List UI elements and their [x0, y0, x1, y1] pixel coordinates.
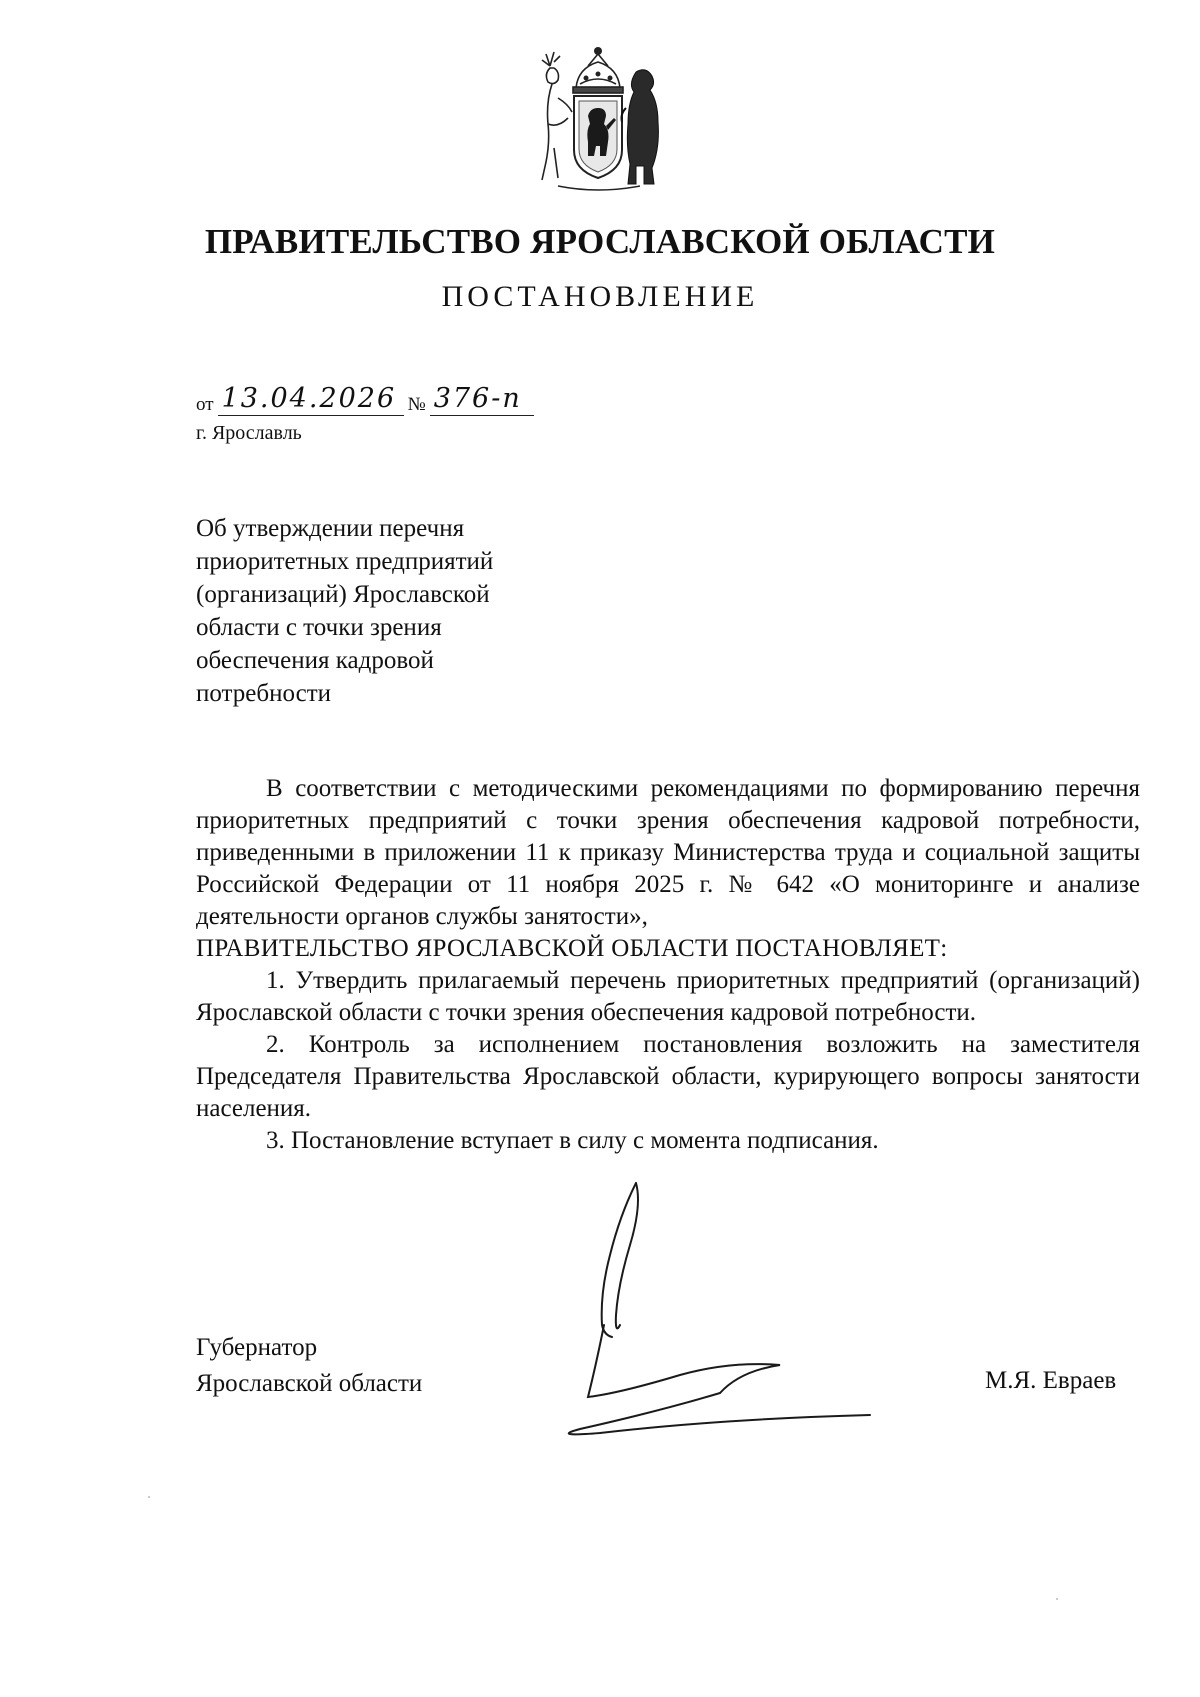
- handwritten-date: 13.04.2026: [218, 384, 404, 416]
- date-prefix: от: [196, 394, 214, 415]
- subject-line: (организаций) Ярославской: [196, 581, 490, 608]
- position-line: Ярославской области: [196, 1370, 423, 1397]
- city-label: г. Ярославль: [196, 422, 302, 444]
- handwritten-number: 376-п: [430, 384, 534, 416]
- coat-of-arms-icon: [528, 38, 668, 198]
- subject-line: обеспечения кадровой: [196, 647, 434, 674]
- document-body: [196, 773, 1140, 1157]
- date-number-line: [196, 384, 534, 416]
- signatory-position: [196, 1330, 422, 1402]
- subject-line: области с точки зрения: [196, 614, 442, 641]
- document-type-title: ПОСТАНОВЛЕНИЕ: [441, 280, 759, 313]
- subject-line: Об утверждении перечня: [196, 515, 465, 542]
- preamble-paragraph: В соответствии с методическими рекомендациями по формированию перечня приоритетных предприятий с точки зрения обеспечения кадровой потребности, приведенными в приложении 11 к приказу Министерства труда и социальной защиты Российской Федерации от 11 ноября 2025 г. № 642 «О мониторинге и анализе деятельности органов службы занятости»,: [196, 775, 1140, 930]
- position-line: Губернатор: [196, 1334, 318, 1361]
- number-prefix: №: [407, 394, 426, 415]
- item-paragraph: 1. Утвердить прилагаемый перечень приоритетных предприятий (организаций) Ярославской области с точки зрения обеспечения кадровой потребности.: [196, 967, 1140, 1026]
- subject-line: приоритетных предприятий: [196, 548, 494, 575]
- handwritten-signature-icon: [560, 1175, 960, 1455]
- item-paragraph: 2. Контроль за исполнением постановления возложить на заместителя Председателя Правительства Ярославской области, курирующего вопросы занятости населения.: [196, 1031, 1140, 1122]
- document-subject: [196, 512, 556, 710]
- item-paragraph: 3. Постановление вступает в силу с момента подписания.: [266, 1127, 879, 1154]
- scan-speck: [148, 1496, 150, 1498]
- signatory-name: М.Я. Евраев: [985, 1367, 1117, 1394]
- subject-line: потребности: [196, 680, 331, 707]
- decree-statement: ПРАВИТЕЛЬСТВО ЯРОСЛАВСКОЙ ОБЛАСТИ ПОСТАНОВЛЯЕТ:: [196, 935, 948, 962]
- organization-title: ПРАВИТЕЛЬСТВО ЯРОСЛАВСКОЙ ОБЛАСТИ: [204, 222, 996, 261]
- scan-speck: [1056, 1598, 1058, 1600]
